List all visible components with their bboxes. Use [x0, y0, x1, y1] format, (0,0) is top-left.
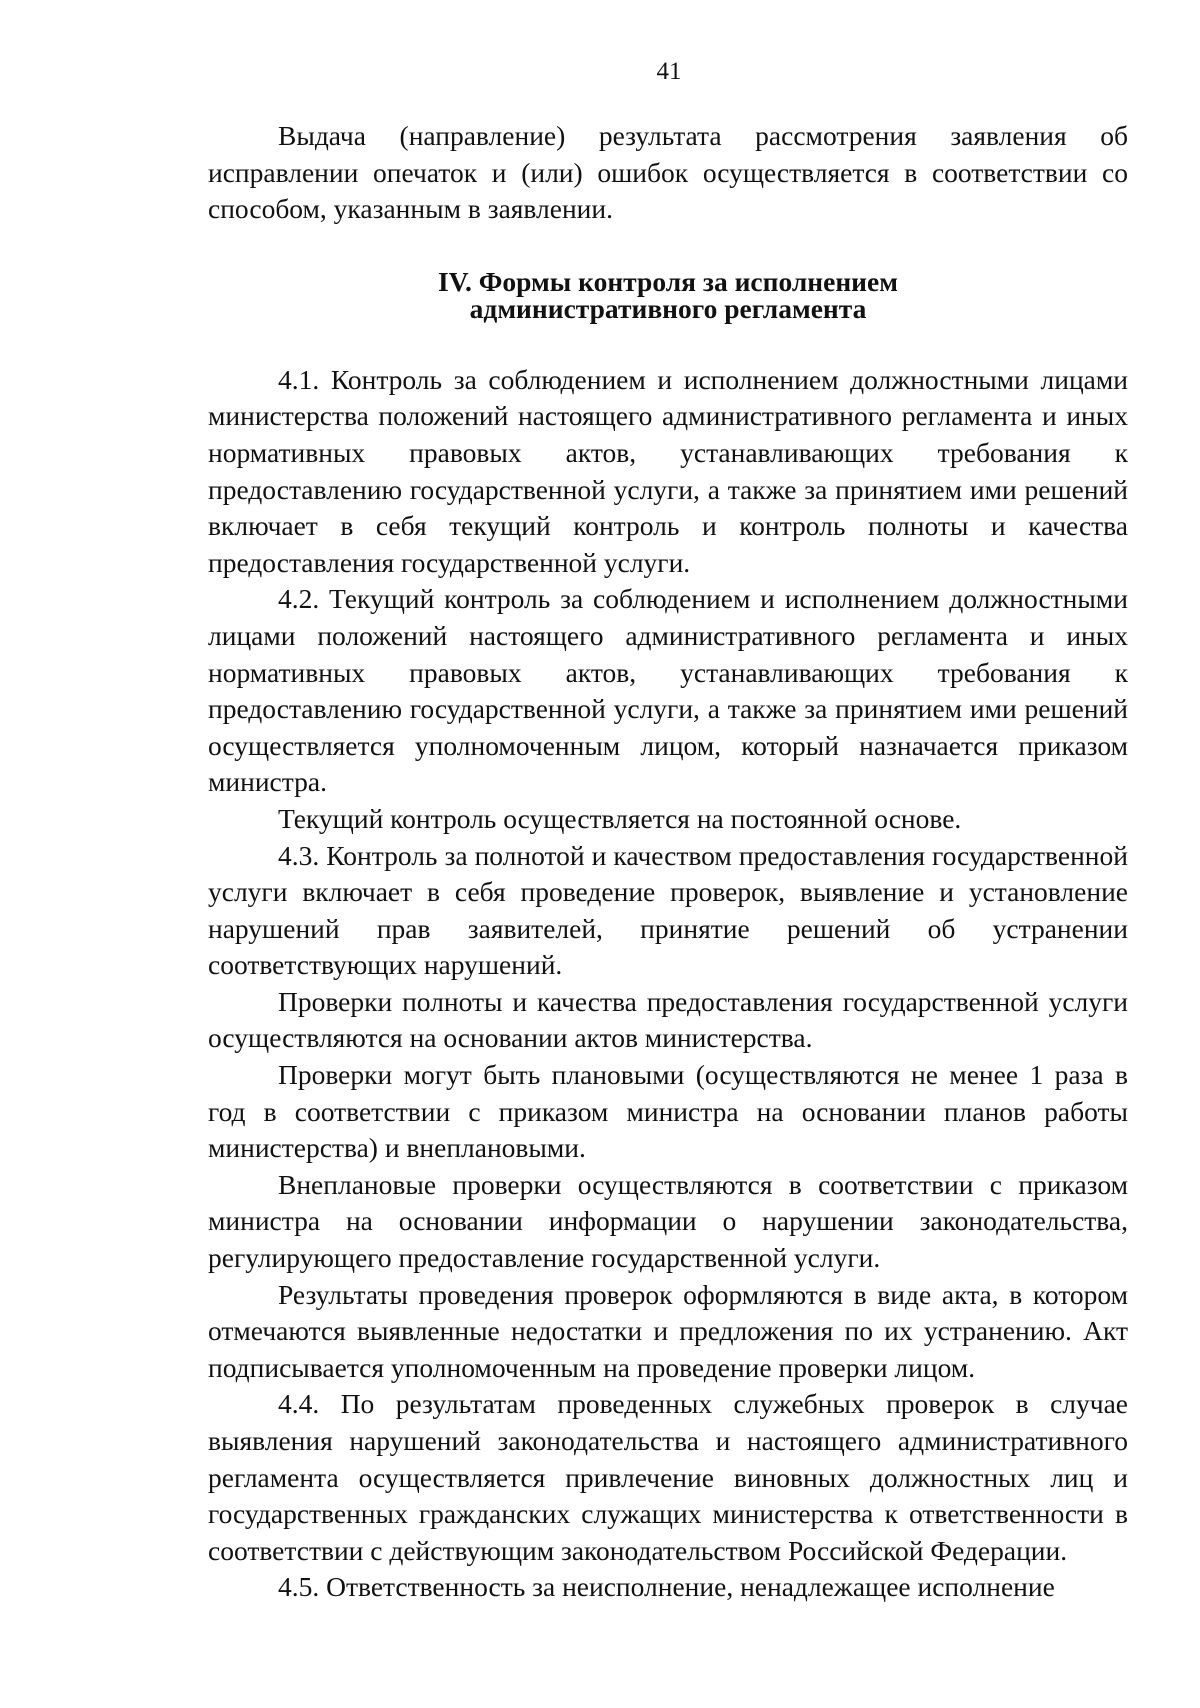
paragraph-4-1: 4.1. Контроль за соблюдением и исполнением должностными лицами министерства положений настоящего административного регламента и иных нормативных правовых актов, устанавливающих требования к предоставлению государственной услуги, а также за принятием ими решений включает в себя текущий контроль и контроль полноты и качества предоставления государственной услуги. [208, 363, 1128, 578]
section-heading-line-2: административного регламента [469, 292, 867, 324]
paragraph-unplanned-checks: Внеплановые проверки осуществляются в соответствии с приказом министра на основании информации о нарушении законодательства, регулирующего предоставление государственной услуги. [208, 1168, 1128, 1274]
paragraph-4-3: 4.3. Контроль за полнотой и качеством предоставления государственной услуги включает в себя проведение проверок, выявление и установление нарушений прав заявителей, принятие решений об устранении соответствующих нарушений. [208, 839, 1128, 981]
paragraph-check-results: Результаты проведения проверок оформляются в виде акта, в котором отмечаются выявленные недостатки и предложения по их устранению. Акт подписывается уполномоченным на проведение проверки лицом. [208, 1278, 1128, 1383]
section-heading [208, 265, 1128, 324]
paragraph-4-4: 4.4. По результатам проведенных служебных проверок в случае выявления нарушений законодательства и настоящего административного регламента осуществляется привлечение виновных должностных лиц и государственных гражданских служащих министерства к ответственности в соответствии с действующим законодательством Российской Федерации. [208, 1388, 1128, 1566]
section-heading-line-1: IV. Формы контроля за исполнением [438, 265, 898, 297]
paragraph-current-control: Текущий контроль осуществляется на постоянной основе. [278, 802, 962, 834]
document-body [208, 118, 1128, 1606]
intro-paragraph: Выдача (направление) результата рассмотрения заявления об исправлении опечаток и (или) ошибок осуществляется в соответствии со способом, указанным в заявлении. [208, 120, 1128, 225]
page-number: 41 [656, 58, 682, 85]
paragraph-checks-basis: Проверки полноты и качества предоставления государственной услуги осуществляются на основании актов министерства. [208, 985, 1128, 1054]
paragraph-4-5: 4.5. Ответственность за неисполнение, ненадлежащее исполнение [278, 1571, 1055, 1603]
paragraph-4-2: 4.2. Текущий контроль за соблюдением и исполнением должностными лицами положений настоящего административного регламента и иных нормативных правовых актов, устанавливающих требования к предоставлению государственной услуги, а также за принятием ими решений осуществляется уполномоченным лицом, который назначается приказом министра. [208, 583, 1128, 798]
paragraph-planned-checks: Проверки могут быть плановыми (осуществляются не менее 1 раза в год в соответствии с приказом министра на основании планов работы министерства) и внеплановыми. [208, 1059, 1128, 1164]
